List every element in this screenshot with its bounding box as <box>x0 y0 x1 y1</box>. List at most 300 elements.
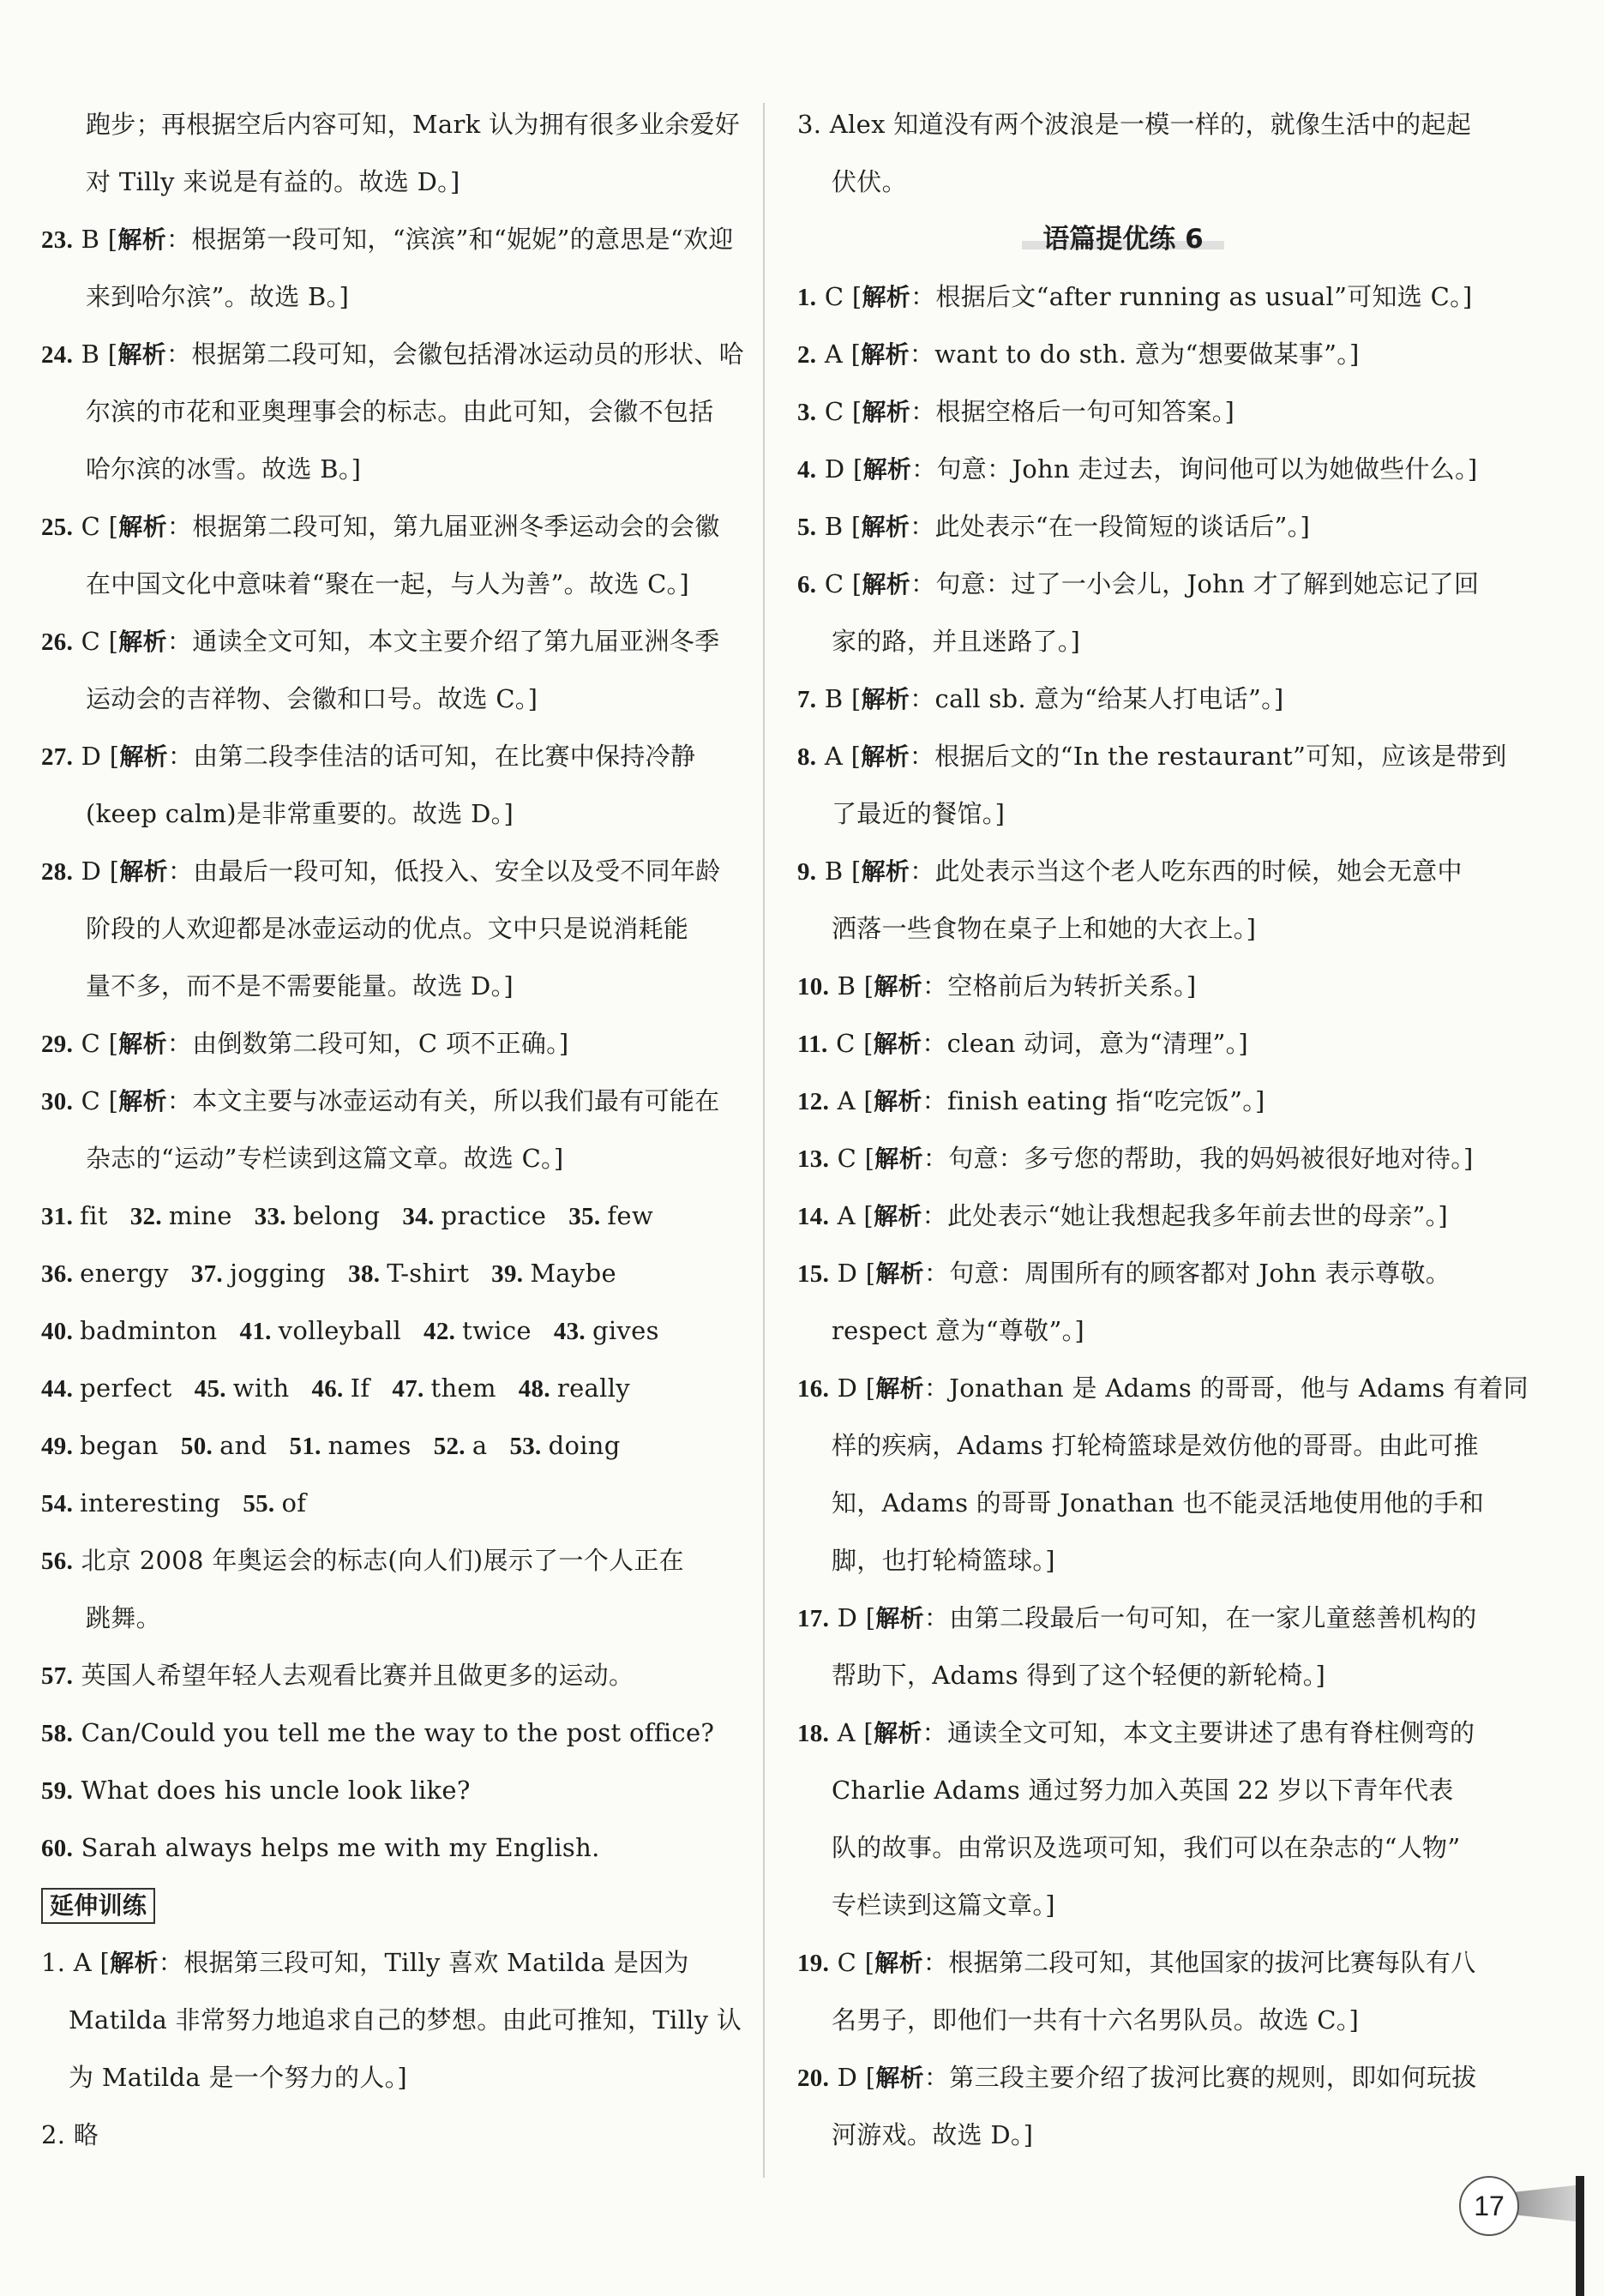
question-number: 29. <box>41 1031 74 1058</box>
analysis-text: ：句意：周围所有的顾客都对 John 表示尊敬。 <box>923 1259 1451 1288</box>
analysis-label: 解析 <box>117 225 167 254</box>
answer-word: energy <box>80 1259 169 1288</box>
analysis-text: ：根据后文的“In the restaurant”可知，应该是带到 <box>909 742 1507 771</box>
answer-text: C [ <box>73 512 119 541</box>
answer-text: A [ <box>829 1201 874 1230</box>
answer-text: B [ <box>73 340 118 369</box>
answer-line <box>797 1360 1529 1417</box>
right-column <box>797 96 1529 2164</box>
fill-row <box>41 1187 742 1245</box>
fill-answer <box>348 1259 469 1288</box>
question-number: 52. <box>433 1433 466 1460</box>
answer-line <box>797 1130 1483 1187</box>
answer-line <box>797 556 1483 613</box>
question-number: 39. <box>491 1260 524 1288</box>
left-answer-lines <box>41 96 742 1187</box>
answer-text: D [ <box>829 1259 876 1288</box>
analysis-text: ：此处表示“她让我想起我多年前去世的母亲”。] <box>922 1201 1449 1230</box>
answer-line <box>41 958 742 1015</box>
analysis-label: 解析 <box>862 398 911 426</box>
answer-word: doing <box>548 1431 621 1460</box>
question-number: 20. <box>797 2065 830 2092</box>
answer-line <box>797 2049 1483 2107</box>
answer-word: If <box>350 1373 370 1403</box>
answer-text: 在中国文化中意味着“聚在一起，与人为善”。故选 C。] <box>86 569 689 598</box>
fill-row <box>41 1302 742 1360</box>
answer-word: a <box>472 1431 488 1460</box>
question-number: 44. <box>41 1375 74 1403</box>
analysis-text: ：finish eating 指“吃完饭”。] <box>922 1086 1265 1115</box>
answer-line <box>41 383 742 441</box>
analysis-label: 解析 <box>874 1145 923 1173</box>
answer-text: What does his uncle look like? <box>73 1776 471 1805</box>
question-number: 2. <box>797 341 817 369</box>
analysis-text: ：本文主要与冰壶运动有关，所以我们最有可能在 <box>166 1086 720 1115</box>
question-number: 24. <box>41 341 74 369</box>
question-number: 50. <box>180 1433 213 1460</box>
analysis-text: ：第三段主要介绍了拔河比赛的规则，即如何玩拔 <box>923 2063 1477 2092</box>
left-column <box>41 96 742 2164</box>
answer-line <box>797 900 1483 958</box>
question-number: 36. <box>41 1260 74 1288</box>
answer-word: volleyball <box>278 1316 402 1345</box>
answer-text: 杂志的“运动”专栏读到这篇文章。故选 C。] <box>86 1144 564 1173</box>
answer-line <box>41 900 742 958</box>
answer-text: Can/Could you tell me the way to the post office? <box>73 1718 715 1747</box>
question-number: 41. <box>239 1318 272 1345</box>
answer-line <box>41 498 742 556</box>
analysis-text: ：根据后文“after running as usual”可知选 C。] <box>910 282 1473 311</box>
fill-answer <box>41 1373 172 1403</box>
answer-line <box>797 728 1507 785</box>
question-number: 40. <box>41 1318 74 1345</box>
question-number: 59. <box>41 1777 74 1805</box>
analysis-label: 解析 <box>875 1259 924 1288</box>
analysis-text: ：由倒数第二段可知，C 项不正确。] <box>166 1029 569 1058</box>
answer-text: 量不多，而不是不需要能量。故选 D。] <box>86 971 514 1001</box>
answer-word: names <box>327 1431 412 1460</box>
answer-line <box>41 2049 742 2107</box>
question-number: 16. <box>797 1375 830 1403</box>
answer-text: B [ <box>816 512 862 541</box>
fill-answer <box>424 1316 532 1345</box>
answer-text: Matilda 非常努力地追求自己的梦想。由此可推知，Tilly 认 <box>69 2005 742 2035</box>
answer-line <box>797 1532 1483 1590</box>
question-number: 31. <box>41 1203 74 1230</box>
extension-heading-row <box>41 1877 742 1934</box>
answer-text: (keep calm)是非常重要的。故选 D。] <box>86 799 514 828</box>
answer-line <box>797 1417 1483 1475</box>
page-tab-decoration <box>1514 2185 1583 2222</box>
analysis-label: 解析 <box>118 1030 167 1058</box>
analysis-text: ：call sb. 意为“给某人打电话”。] <box>910 684 1284 713</box>
answer-word: began <box>80 1431 159 1460</box>
analysis-label: 解析 <box>862 570 911 598</box>
analysis-text: ：根据第二段可知，其他国家的拔河比赛每队有八 <box>922 1948 1476 1977</box>
analysis-label: 解析 <box>110 1949 159 1977</box>
answer-line <box>797 1245 1483 1302</box>
question-number: 7. <box>797 686 817 713</box>
fill-answer <box>519 1373 630 1403</box>
analysis-text: ：want to do sth. 意为“想要做某事”。] <box>909 340 1360 369</box>
answer-word: mine <box>168 1201 232 1230</box>
fill-answer <box>181 1431 267 1460</box>
analysis-label: 解析 <box>874 1719 922 1747</box>
question-number: 49. <box>41 1433 74 1460</box>
answer-word: gives <box>592 1316 659 1345</box>
answer-text: D [ <box>73 742 120 771</box>
answer-line <box>41 613 742 670</box>
question-number: 43. <box>553 1318 586 1345</box>
question-number: 53. <box>509 1433 542 1460</box>
fill-answer <box>191 1259 326 1288</box>
question-number: 19. <box>797 1950 830 1977</box>
analysis-label: 解析 <box>875 1374 924 1403</box>
answer-line <box>797 268 1483 326</box>
answer-word: interesting <box>80 1488 221 1518</box>
answer-line <box>41 1992 742 2049</box>
question-number: 54. <box>41 1490 74 1518</box>
answer-line <box>41 670 742 728</box>
analysis-label: 解析 <box>861 685 910 713</box>
answer-text: C [ <box>816 569 862 598</box>
fill-answer <box>290 1431 412 1460</box>
answer-text: Sarah always helps me with my English. <box>73 1833 600 1862</box>
answer-line <box>41 153 742 211</box>
fill-answer <box>130 1201 232 1230</box>
answer-line <box>41 211 742 268</box>
answer-text: 阶段的人欢迎都是冰壶运动的优点。文中只是说消耗能 <box>86 914 689 943</box>
extension-answers <box>41 1934 742 2164</box>
analysis-text: ：此处表示当这个老人吃东西的时候，她会无意中 <box>910 856 1463 886</box>
analysis-label: 解析 <box>119 742 168 771</box>
answer-text: 知，Adams 的哥哥 Jonathan 也不能灵活地使用他的手和 <box>832 1488 1485 1518</box>
question-number: 5. <box>797 514 817 541</box>
question-number: 42. <box>424 1318 456 1345</box>
analysis-text: ：句意：多亏您的帮助，我的妈妈被很好地对待。] <box>922 1144 1474 1173</box>
question-number: 26. <box>41 628 74 656</box>
analysis-text: ：句意：John 走过去，询问他可以为她做些什么。] <box>911 454 1478 484</box>
fill-answer <box>41 1488 220 1518</box>
analysis-label: 解析 <box>117 340 167 369</box>
fill-answer <box>402 1201 546 1230</box>
analysis-text: ：clean 动词，意为“清理”。] <box>922 1029 1249 1058</box>
analysis-label: 解析 <box>874 1949 923 1977</box>
analysis-text: ：根据第二段可知，会徽包括滑冰运动员的形状、哈 <box>166 340 744 369</box>
fill-answer <box>255 1201 381 1230</box>
analysis-text: ：根据第二段可知，第九届亚洲冬季运动会的会徽 <box>166 512 720 541</box>
answer-text: respect 意为“尊敬”。] <box>832 1316 1085 1345</box>
analysis-label: 解析 <box>874 972 923 1001</box>
answer-line <box>797 383 1483 441</box>
answer-text: 哈尔滨的冰雪。故选 B。] <box>86 454 362 484</box>
answer-text: A [ <box>816 340 862 369</box>
analysis-label: 解析 <box>874 1087 922 1115</box>
question-number: 58. <box>41 1720 74 1747</box>
answer-line <box>797 1073 1483 1130</box>
answer-text: C [ <box>816 397 862 426</box>
answer-text: C [ <box>73 1029 119 1058</box>
fill-answer <box>41 1201 108 1230</box>
answer-line <box>797 153 1483 211</box>
question-number: 55. <box>243 1490 275 1518</box>
question-number: 47. <box>392 1375 424 1403</box>
answer-line <box>797 1877 1483 1934</box>
answer-line <box>41 843 742 900</box>
answer-line <box>797 326 1483 383</box>
answer-line <box>797 2107 1483 2164</box>
analysis-text: ：根据空格后一句可知答案。] <box>910 397 1235 426</box>
answer-line <box>797 785 1483 843</box>
question-number: 35. <box>568 1203 601 1230</box>
analysis-label: 解析 <box>874 1202 922 1230</box>
analysis-label: 解析 <box>118 628 167 656</box>
analysis-text: ：由第二段最后一句可知，在一家儿童慈善机构的 <box>923 1603 1477 1632</box>
answer-line <box>41 1704 742 1762</box>
answer-text: 英国人希望年轻人去观看比赛并且做更多的运动。 <box>73 1661 634 1690</box>
fill-answer <box>41 1431 159 1460</box>
answer-line <box>797 670 1483 728</box>
answer-text: D [ <box>73 856 120 886</box>
question-number: 18. <box>797 1720 830 1747</box>
answer-line <box>797 441 1483 498</box>
analysis-label: 解析 <box>861 513 910 541</box>
answer-text: 对 Tilly 来说是有益的。故选 D。] <box>86 167 460 196</box>
analysis-text: ：空格前后为转折关系。] <box>922 971 1197 1001</box>
question-number: 4. <box>797 456 817 484</box>
question-number: 60. <box>41 1835 74 1862</box>
analysis-text: ：根据第一段可知，“滨滨”和“妮妮”的意思是“欢迎 <box>166 225 734 254</box>
fill-answer <box>243 1488 306 1518</box>
answer-text: 为 Matilda 是一个努力的人。] <box>69 2063 407 2092</box>
answer-line <box>41 1073 742 1130</box>
answer-word: T-shirt <box>387 1259 470 1288</box>
answer-word: badminton <box>80 1316 218 1345</box>
fill-answer <box>392 1373 496 1403</box>
question-number: 57. <box>41 1662 74 1690</box>
answer-word: few <box>607 1201 654 1230</box>
answer-line <box>41 1762 742 1819</box>
analysis-label: 解析 <box>861 857 910 886</box>
answer-word: jogging <box>229 1259 327 1288</box>
answer-line <box>41 728 742 785</box>
answer-text: B [ <box>816 684 862 713</box>
question-number: 30. <box>41 1088 74 1115</box>
answer-text: 2. 略 <box>41 2120 99 2149</box>
answer-text: 了最近的餐馆。] <box>832 799 1006 828</box>
analysis-text: ：通读全文可知，本文主要介绍了第九届亚洲冬季 <box>166 627 720 656</box>
question-number: 3. <box>797 399 817 426</box>
analysis-label: 解析 <box>862 455 912 484</box>
fill-row <box>41 1475 742 1532</box>
question-number: 28. <box>41 858 74 886</box>
answer-line <box>797 1992 1483 2049</box>
question-number: 56. <box>41 1548 74 1575</box>
answer-word: belong <box>292 1201 381 1230</box>
answer-text: 尔滨的市花和亚奥理事会的标志。由此可知，会徽不包括 <box>86 397 714 426</box>
analysis-label: 解析 <box>861 742 910 771</box>
answer-line <box>41 96 742 153</box>
answer-line <box>41 1015 742 1073</box>
answer-line <box>41 556 742 613</box>
analysis-label: 解析 <box>118 1087 167 1115</box>
question-number: 38. <box>348 1260 381 1288</box>
answer-line <box>797 1819 1483 1877</box>
answer-line <box>41 1819 742 1877</box>
answer-text: D [ <box>829 1603 876 1632</box>
question-number: 17. <box>797 1605 830 1632</box>
analysis-label: 解析 <box>861 340 910 369</box>
question-number: 1. <box>797 284 817 311</box>
section-title: 语篇提优练 6 <box>1022 222 1223 256</box>
question-number: 23. <box>41 226 74 254</box>
answer-text: C [ <box>829 1144 875 1173</box>
question-number: 25. <box>41 514 74 541</box>
answer-text: A [ <box>816 742 862 771</box>
answer-text: 名男子，即他们一共有十六名男队员。故选 C。] <box>832 2005 1360 2035</box>
answer-line <box>41 441 742 498</box>
answer-text: C [ <box>829 1948 875 1977</box>
analysis-label: 解析 <box>873 1030 922 1058</box>
answer-word: twice <box>462 1316 532 1345</box>
answer-word: really <box>556 1373 630 1403</box>
question-number: 33. <box>254 1203 286 1230</box>
analysis-label: 解析 <box>118 513 167 541</box>
answer-line <box>797 1475 1483 1532</box>
answer-line <box>41 1590 742 1647</box>
question-number: 27. <box>41 743 74 771</box>
question-number: 48. <box>518 1375 550 1403</box>
answer-text: 伏伏。 <box>832 167 907 196</box>
answer-line <box>41 1130 742 1187</box>
answer-text: 跑步；再根据空后内容可知，Mark 认为拥有很多业余爱好 <box>86 110 741 139</box>
answer-text: D [ <box>816 454 863 484</box>
fill-answer <box>568 1201 653 1230</box>
right-top-lines <box>797 96 1483 211</box>
answer-line <box>797 1590 1483 1647</box>
question-number: 12. <box>797 1088 830 1115</box>
fill-answer <box>240 1316 402 1345</box>
answer-word: of <box>281 1488 307 1518</box>
fill-answer <box>41 1259 169 1288</box>
column-divider <box>763 103 765 2178</box>
answer-text: A [ <box>829 1086 874 1115</box>
analysis-text: ：由最后一段可知，低投入、安全以及受不同年龄 <box>167 856 721 886</box>
fill-answer <box>41 1316 218 1345</box>
fill-answer <box>195 1373 290 1403</box>
answer-line <box>41 785 742 843</box>
fill-row <box>41 1245 742 1302</box>
question-number: 14. <box>797 1203 830 1230</box>
question-number: 37. <box>190 1260 223 1288</box>
analysis-text: ：由第二段李佳洁的话可知，在比赛中保持冷静 <box>167 742 696 771</box>
answer-line <box>797 1302 1483 1360</box>
question-number: 45. <box>194 1375 226 1403</box>
question-number: 6. <box>797 571 817 598</box>
analysis-label: 解析 <box>119 857 168 886</box>
answer-line <box>41 1934 742 1992</box>
section-title-row <box>797 211 1483 268</box>
answer-line <box>797 613 1483 670</box>
analysis-label: 解析 <box>862 283 911 311</box>
fill-answer <box>311 1373 369 1403</box>
fill-answer <box>509 1431 620 1460</box>
question-number: 11. <box>797 1031 828 1058</box>
analysis-label: 解析 <box>875 1604 924 1632</box>
answer-text: 来到哈尔滨”。故选 B。] <box>86 282 350 311</box>
answer-word: with <box>232 1373 290 1403</box>
answer-line <box>41 268 742 326</box>
analysis-text: ：Jonathan 是 Adams 的哥哥，他与 Adams 有着同 <box>923 1373 1529 1403</box>
question-number: 13. <box>797 1145 830 1173</box>
answer-text: A [ <box>829 1718 874 1747</box>
fill-answer <box>491 1259 616 1288</box>
answer-word: Maybe <box>530 1259 616 1288</box>
answer-line <box>797 843 1483 900</box>
answer-line <box>41 1647 742 1704</box>
fill-row <box>41 1360 742 1417</box>
fill-answer <box>434 1431 488 1460</box>
answer-line <box>797 1934 1483 1992</box>
answer-word: them <box>430 1373 496 1403</box>
answer-word: fit <box>80 1201 108 1230</box>
answer-line <box>797 96 1483 153</box>
question-number: 8. <box>797 743 817 771</box>
answer-text: 队的故事。由常识及选项可知，我们可以在杂志的“人物” <box>832 1833 1461 1862</box>
answer-text: C [ <box>73 1086 119 1115</box>
answer-line <box>41 2107 742 2164</box>
answer-text: 脚，也打轮椅篮球。] <box>832 1546 1055 1575</box>
answer-word: perfect <box>80 1373 172 1403</box>
answer-text: 专栏读到这篇文章。] <box>832 1890 1055 1920</box>
page-number: 17 <box>1459 2176 1519 2236</box>
answer-text: 河游戏。故选 D。] <box>832 2120 1034 2149</box>
analysis-text: ：此处表示“在一段简短的谈话后”。] <box>910 512 1311 541</box>
question-number: 34. <box>402 1203 435 1230</box>
extension-section-title: 延伸训练 <box>41 1888 155 1924</box>
answer-line <box>797 1015 1483 1073</box>
question-number: 15. <box>797 1260 830 1288</box>
answer-line <box>41 1532 742 1590</box>
right-answer-lines <box>797 268 1529 2164</box>
analysis-label: 解析 <box>875 2064 924 2092</box>
fill-row <box>41 1417 742 1475</box>
fill-in-answers <box>41 1187 742 1532</box>
answer-line <box>41 326 742 383</box>
answer-line <box>797 498 1483 556</box>
analysis-text: ：句意：过了一小会儿，John 才了解到她忘记了回 <box>910 569 1480 598</box>
answer-text: 1. A [ <box>41 1948 111 1977</box>
answer-text: B [ <box>73 225 118 254</box>
answer-line <box>797 1762 1483 1819</box>
answer-text: D [ <box>829 2063 876 2092</box>
analysis-text: ：通读全文可知，本文主要讲述了患有脊柱侧弯的 <box>922 1718 1475 1747</box>
answer-line <box>797 1704 1483 1762</box>
answer-text: C [ <box>73 627 119 656</box>
answer-text: 样的疾病，Adams 打轮椅篮球是效仿他的哥哥。由此可推 <box>832 1431 1479 1460</box>
answer-text: 洒落一些食物在桌子上和她的大衣上。] <box>832 914 1257 943</box>
question-number: 32. <box>129 1203 162 1230</box>
answer-line <box>797 958 1483 1015</box>
answer-text: Charlie Adams 通过努力加入英国 22 岁以下青年代表 <box>832 1776 1454 1805</box>
answer-text: D [ <box>829 1373 876 1403</box>
answer-text: 3. Alex 知道没有两个波浪是一模一样的，就像生活中的起起 <box>797 110 1472 139</box>
question-number: 10. <box>797 973 830 1001</box>
answer-text: C [ <box>816 282 862 311</box>
answer-text: C [ <box>827 1029 874 1058</box>
page-edge-bar <box>1576 2176 1584 2296</box>
answer-text: 北京 2008 年奥运会的标志(向人们)展示了一个人正在 <box>73 1546 684 1575</box>
